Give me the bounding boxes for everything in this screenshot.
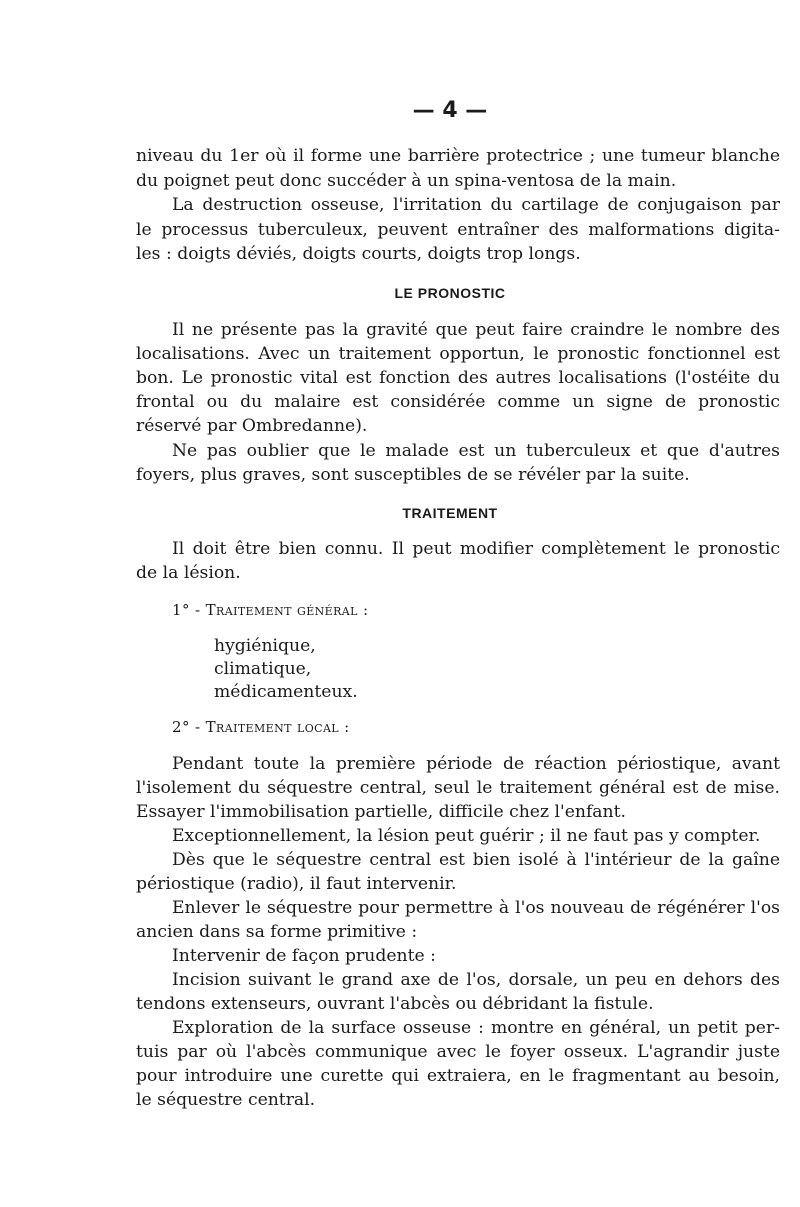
local-line: Pendant toute la première période de réaction périostique, avant (172, 754, 780, 774)
pronostic-line: foyers, plus graves, sont susceptibles de se révéler par la suite. (136, 465, 690, 485)
local-line: tendons extenseurs, ouvrant l'abcès ou débridant la fistule. (136, 994, 654, 1014)
general-item: climatique, (214, 659, 312, 679)
subsection-title-general: 1° - Traitement général : (172, 601, 369, 619)
intro-line: le processus tuberculeux, peuvent entraîner des malformations digita- (136, 220, 780, 240)
local-line: Exceptionnellement, la lésion peut guérir ; il ne faut pas y compter. (172, 826, 761, 846)
local-line: périostique (radio), il faut intervenir. (136, 874, 457, 894)
pronostic-line: Il ne présente pas la gravité que peut faire craindre le nombre des (172, 320, 780, 340)
traitement-line: Il doit être bien connu. Il peut modifier complètement le pronostic (172, 539, 780, 559)
pronostic-line: bon. Le pronostic vital est fonction des autres localisations (l'ostéite du (136, 368, 780, 388)
local-line: pour introduire une curette qui extraiera, en le fragmentant au besoin, (136, 1066, 780, 1086)
pronostic-line: Ne pas oublier que le malade est un tuberculeux et que d'autres (172, 441, 780, 461)
local-line: ancien dans sa forme primitive : (136, 922, 418, 942)
local-line: Intervenir de façon prudente : (172, 946, 436, 966)
traitement-line: de la lésion. (136, 563, 241, 583)
pronostic-line: localisations. Avec un traitement opportun, le pronostic fonctionnel est (136, 344, 780, 364)
subsection-title-local: 2° - Traitement local : (172, 718, 350, 736)
local-line: l'isolement du séquestre central, seul le traitement général est de mise. (136, 778, 780, 798)
general-item: hygiénique, (214, 636, 316, 656)
local-line: Dès que le séquestre central est bien isolé à l'intérieur de la gaîne (172, 850, 780, 870)
intro-line: La destruction osseuse, l'irritation du cartilage de conjugaison par (172, 195, 780, 215)
intro-line: du poignet peut donc succéder à un spina-ventosa de la main. (136, 171, 677, 191)
local-line: Essayer l'immobilisation partielle, difficile chez l'enfant. (136, 802, 626, 822)
page-number: — 4 — (412, 98, 488, 123)
local-line: Incision suivant le grand axe de l'os, dorsale, un peu en dehors des (172, 970, 780, 990)
local-line: Exploration de la surface osseuse : montre en général, un petit per- (172, 1018, 780, 1038)
pronostic-line: frontal ou du malaire est considérée comme un signe de pronostic (136, 392, 780, 412)
intro-line: niveau du 1er où il forme une barrière protectrice ; une tumeur blanche (136, 146, 780, 166)
local-line: le séquestre central. (136, 1090, 316, 1110)
general-item: médicamenteux. (214, 682, 358, 702)
local-line: tuis par où l'abcès communique avec le foyer osseux. L'agrandir juste (136, 1042, 780, 1062)
section-heading-traitement: TRAITEMENT (402, 505, 498, 521)
section-heading-pronostic: LE PRONOSTIC (394, 285, 506, 301)
local-line: Enlever le séquestre pour permettre à l'os nouveau de régénérer l'os (172, 898, 780, 918)
pronostic-line: réservé par Ombredanne). (136, 416, 368, 436)
intro-line: les : doigts déviés, doigts courts, doigts trop longs. (136, 244, 581, 264)
